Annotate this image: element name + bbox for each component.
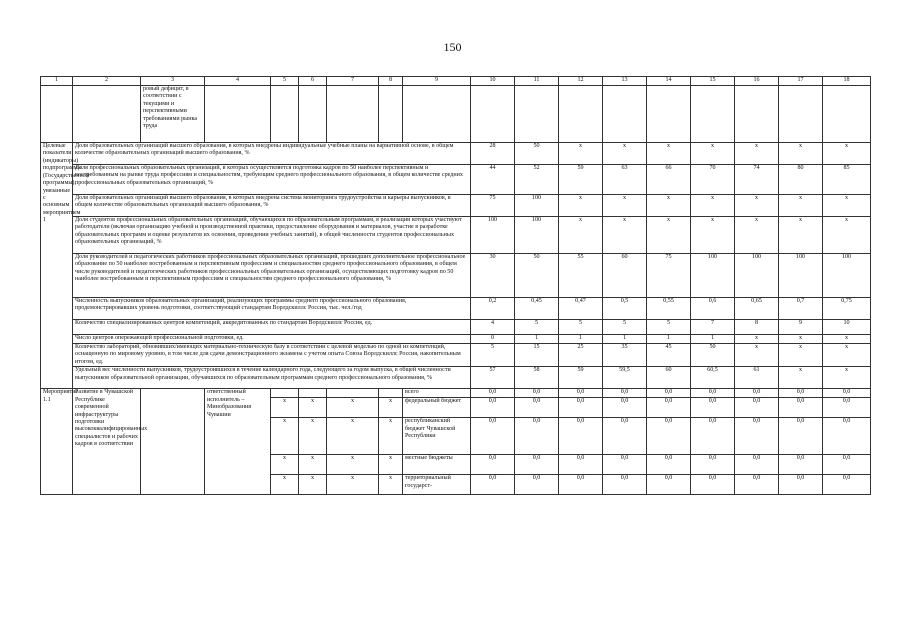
budget-code-cell: x <box>271 455 299 475</box>
indicator-value: 5 <box>603 320 647 335</box>
column-header: 3 <box>141 77 205 86</box>
indicator-value: x <box>823 344 871 367</box>
indicator-row <box>41 195 871 217</box>
header-row <box>41 77 871 86</box>
indicator-value: 100 <box>515 195 559 217</box>
budget-code-cell: x <box>299 475 327 495</box>
indicator-value: 70 <box>691 165 735 195</box>
indicator-value: 74 <box>735 165 779 195</box>
indicator-value: x <box>779 344 823 367</box>
empty-cell <box>735 86 779 143</box>
indicator-value: x <box>823 217 871 254</box>
column-header: 6 <box>299 77 327 86</box>
indicator-value: 100 <box>779 254 823 298</box>
funding-value: 0,0 <box>647 398 691 418</box>
funding-source: территориальный государст- <box>403 475 471 495</box>
indicator-row <box>41 298 871 320</box>
indicator-row <box>41 254 871 298</box>
indicator-value: x <box>779 195 823 217</box>
funding-value: 0,0 <box>603 475 647 495</box>
indicator-value: 1 <box>691 335 735 344</box>
indicator-value: x <box>823 195 871 217</box>
budget-code-cell: x <box>327 398 379 418</box>
budget-code-cell: x <box>299 418 327 455</box>
indicator-value: 85 <box>823 165 871 195</box>
measure-responsible: ответственный исполнитель – Минобразования Чувашии <box>205 389 271 495</box>
indicator-value: 0,6 <box>691 298 735 320</box>
indicator-value: x <box>779 143 823 165</box>
column-header: 2 <box>73 77 141 86</box>
budget-code-cell: x <box>271 475 299 495</box>
funding-value: 0,0 <box>515 475 559 495</box>
indicator-value: 50 <box>691 344 735 367</box>
indicator-row <box>41 320 871 335</box>
indicator-text: Доля образовательных организаций высшего образования, в которых внедрена система мониторинга трудоустройства и карьеры выпускников, в общем количестве образовательных организаций высшего образования, % <box>73 195 471 217</box>
indicator-text: Доля руководителей и педагогических работников профессиональных образовательных организаций, прошедших дополнительное профессиональное образование по 50 наиболее востребованным и перспективным профессиям и специальностям среднего профессионального образования, в общем числе руководителей и педагогических работников профессиональных образовательных организаций, осуществляющих подготовку кадров по 50 наиболее востребованным и перспективным профессиям и специальностям среднего профессионального образования, % <box>73 254 471 298</box>
indicator-value: x <box>779 367 823 389</box>
indicator-value: 57 <box>471 367 515 389</box>
empty-cell <box>205 86 271 143</box>
empty-cell <box>691 86 735 143</box>
budget-code-cell <box>379 389 403 398</box>
funding-value: 0,0 <box>471 418 515 455</box>
indicator-value: 100 <box>471 217 515 254</box>
funding-value: 0,0 <box>823 418 871 455</box>
funding-value: 0,0 <box>779 398 823 418</box>
indicator-value: 63 <box>603 165 647 195</box>
indicator-value: 1 <box>603 335 647 344</box>
indicator-value: x <box>735 217 779 254</box>
indicator-value: 8 <box>735 320 779 335</box>
empty-cell <box>471 86 515 143</box>
budget-code-cell: x <box>379 475 403 495</box>
indicator-value: 0,2 <box>471 298 515 320</box>
funding-value: 0,0 <box>603 455 647 475</box>
funding-value: 0,0 <box>471 475 515 495</box>
indicator-row <box>41 335 871 344</box>
indicator-value: x <box>823 143 871 165</box>
indicator-value: 100 <box>823 254 871 298</box>
indicator-value: 61 <box>735 367 779 389</box>
indicator-value: 0,5 <box>603 298 647 320</box>
indicator-text: Доля профессиональных образовательных организаций, в которых осуществляется подготовка кадров по 50 наиболее перспективным и востребованным на рынке труда профессиям и специальностям, требующим среднего профессионального образования, в общем количестве средних профессиональных образовательных организаций, % <box>73 165 471 195</box>
funding-value: 0,0 <box>823 398 871 418</box>
indicator-value: x <box>603 217 647 254</box>
budget-code-cell: x <box>327 475 379 495</box>
indicator-value: x <box>647 217 691 254</box>
funding-value: 0,0 <box>559 418 603 455</box>
funding-value: 0,0 <box>647 418 691 455</box>
indicator-value: x <box>823 335 871 344</box>
indicator-value: x <box>691 217 735 254</box>
indicator-value: 58 <box>515 367 559 389</box>
indicator-value: x <box>779 335 823 344</box>
column-header: 5 <box>271 77 299 86</box>
column-header: 9 <box>403 77 471 86</box>
column-header: 12 <box>559 77 603 86</box>
budget-code-cell <box>299 389 327 398</box>
funding-value: 0,0 <box>647 475 691 495</box>
indicator-value: 0,45 <box>515 298 559 320</box>
funding-value: 0,0 <box>559 475 603 495</box>
indicator-value: 60,5 <box>691 367 735 389</box>
funding-value: 0,0 <box>647 455 691 475</box>
funding-source: федеральный бюджет <box>403 398 471 418</box>
indicator-value: 45 <box>647 344 691 367</box>
funding-value: 0,0 <box>471 398 515 418</box>
indicator-value: 0,65 <box>735 298 779 320</box>
indicator-value: x <box>691 143 735 165</box>
indicator-value: 44 <box>471 165 515 195</box>
program-table <box>40 76 871 495</box>
empty-cell <box>823 86 871 143</box>
indicator-text: Численность выпускников образовательных организаций, реализующих программы среднего профессионального образования, продемонстрировавших уровень подготовки, соответствующий стандартам Ворлдскиллс Россия, тыс. чел./год <box>73 298 471 320</box>
indicator-value: 0,47 <box>559 298 603 320</box>
indicator-value: 100 <box>691 254 735 298</box>
indicator-value: 75 <box>647 254 691 298</box>
indicator-value: 25 <box>559 344 603 367</box>
budget-code-cell <box>271 389 299 398</box>
funding-value: 0,0 <box>691 398 735 418</box>
funding-value: 0,0 <box>603 389 647 398</box>
indicator-value: 28 <box>471 143 515 165</box>
column-header: 7 <box>327 77 379 86</box>
indicator-value: 1 <box>559 335 603 344</box>
indicator-value: x <box>779 217 823 254</box>
funding-value: 0,0 <box>515 398 559 418</box>
budget-code-cell: x <box>299 455 327 475</box>
indicator-value: x <box>735 195 779 217</box>
empty-cell <box>603 86 647 143</box>
funding-source: республиканский бюджет Чувашской Республики <box>403 418 471 455</box>
funding-value: 0,0 <box>735 455 779 475</box>
indicator-value: 75 <box>471 195 515 217</box>
indicator-value: 9 <box>779 320 823 335</box>
empty-cell <box>379 86 403 143</box>
indicator-value: 60 <box>603 254 647 298</box>
indicator-value: 100 <box>735 254 779 298</box>
indicator-value: x <box>559 195 603 217</box>
funding-value: 0,0 <box>515 418 559 455</box>
column-header: 1 <box>41 77 73 86</box>
indicator-value: x <box>603 195 647 217</box>
indicator-row <box>41 217 871 254</box>
funding-value: 0,0 <box>559 389 603 398</box>
column-header: 11 <box>515 77 559 86</box>
funding-value: 0,0 <box>779 475 823 495</box>
indicator-value: x <box>559 217 603 254</box>
indicator-value: x <box>559 143 603 165</box>
empty-cell <box>515 86 559 143</box>
funding-value: 0,0 <box>559 398 603 418</box>
indicators-label: Целевые показатели (индикаторы) подпрограммы (Государственной программы), увязанные с основным мероприятием 1 <box>41 143 73 389</box>
measure-label: Мероприятие 1.1 <box>41 389 73 495</box>
indicator-value: x <box>691 195 735 217</box>
indicator-value: x <box>735 344 779 367</box>
column-header: 17 <box>779 77 823 86</box>
budget-code-cell: x <box>379 398 403 418</box>
indicator-value: 5 <box>471 344 515 367</box>
budget-code-cell: x <box>327 455 379 475</box>
indicator-value: x <box>735 335 779 344</box>
indicator-value: x <box>603 143 647 165</box>
indicator-value: x <box>735 143 779 165</box>
indicator-value: 4 <box>471 320 515 335</box>
indicator-value: 35 <box>603 344 647 367</box>
indicator-value: 5 <box>559 320 603 335</box>
budget-code-cell: x <box>271 418 299 455</box>
funding-value: 0,0 <box>823 475 871 495</box>
indicator-row <box>41 344 871 367</box>
column-header: 15 <box>691 77 735 86</box>
funding-value: 0,0 <box>823 389 871 398</box>
indicator-text: Количество лабораторий, обновивших/имеющих материально-техническую базу в соответствии с целевой моделью по одной из компетенций, оснащенную по мировому уровню, в том числе для сдачи демонстрационного экзамена с учетом опыта Союза Ворлдскиллс Россия, накопительным итогом, ед. <box>73 344 471 367</box>
indicator-value: 7 <box>691 320 735 335</box>
column-header: 10 <box>471 77 515 86</box>
indicator-value: x <box>823 367 871 389</box>
indicator-value: 0,7 <box>779 298 823 320</box>
indicator-row <box>41 143 871 165</box>
indicator-value: 15 <box>515 344 559 367</box>
indicator-value: 0 <box>471 335 515 344</box>
indicator-value: 100 <box>515 217 559 254</box>
empty-cell <box>41 86 73 143</box>
funding-value: 0,0 <box>735 398 779 418</box>
empty-cell <box>299 86 327 143</box>
indicator-row <box>41 165 871 195</box>
column-header: 4 <box>205 77 271 86</box>
indicator-text: Число центров опережающей профессиональной подготовки, ед. <box>73 335 471 344</box>
indicator-value: 0,75 <box>823 298 871 320</box>
indicator-value: 5 <box>647 320 691 335</box>
funding-value: 0,0 <box>735 418 779 455</box>
funding-value: 0,0 <box>515 455 559 475</box>
indicator-value: 52 <box>515 165 559 195</box>
funding-source: всего <box>403 389 471 398</box>
indicator-value: 59,5 <box>603 367 647 389</box>
indicator-value: 60 <box>647 367 691 389</box>
indicator-text: Доля образовательных организаций высшего образования, в которых внедрены индивидуальные учебные планы на вариативной основе, в общем количестве образовательных организаций высшего образования, % <box>73 143 471 165</box>
funding-value: 0,0 <box>603 398 647 418</box>
measure-name: Развитие в Чувашской Республике современной инфраструктуры подготовки высококвалифицированных специалистов и рабочих кадров в соответствии <box>73 389 141 495</box>
indicator-value: x <box>647 143 691 165</box>
indicator-value: 55 <box>559 254 603 298</box>
funding-value: 0,0 <box>823 455 871 475</box>
empty-cell <box>403 86 471 143</box>
budget-code-cell: x <box>327 418 379 455</box>
column-header: 14 <box>647 77 691 86</box>
indicator-value: 59 <box>559 165 603 195</box>
column-header: 13 <box>603 77 647 86</box>
table-body <box>41 77 871 495</box>
funding-source: местные бюджеты <box>403 455 471 475</box>
indicator-value: 10 <box>823 320 871 335</box>
empty-cell <box>559 86 603 143</box>
funding-value: 0,0 <box>779 455 823 475</box>
indicator-text: Количество специализированных центров компетенций, аккредитованных по стандартам Ворлдскиллс Россия, ед. <box>73 320 471 335</box>
indicator-value: x <box>647 195 691 217</box>
funding-value: 0,0 <box>471 455 515 475</box>
budget-code-cell: x <box>379 455 403 475</box>
empty-cell <box>73 86 141 143</box>
budget-code-cell: x <box>379 418 403 455</box>
funding-value: 0,0 <box>691 418 735 455</box>
column-header: 16 <box>735 77 779 86</box>
funding-value: 0,0 <box>691 475 735 495</box>
funding-value: 0,0 <box>471 389 515 398</box>
indicator-value: 80 <box>779 165 823 195</box>
indicator-value: 59 <box>559 367 603 389</box>
budget-code-cell: x <box>271 398 299 418</box>
funding-value: 0,0 <box>559 455 603 475</box>
page-number: 150 <box>443 40 462 54</box>
budget-code-cell: x <box>299 398 327 418</box>
funding-value: 0,0 <box>779 389 823 398</box>
indicator-row <box>41 367 871 389</box>
column-header: 8 <box>379 77 403 86</box>
indicator-text: Доля студентов профессиональных образовательных организаций, обучающихся по образовательным программам, в реализации которых участвуют работодатели (включая организацию учебной и производственной практики, предоставление оборудования и материалов, участие в разработке образовательных программ и оценке результатов их освоения, проведении учебных занятий), в общей численности студентов профессиональных образовательных организаций, % <box>73 217 471 254</box>
indicator-value: 1 <box>515 335 559 344</box>
indicator-value: 0,55 <box>647 298 691 320</box>
indicator-value: 50 <box>515 254 559 298</box>
carry-over-row <box>41 86 871 143</box>
funding-value: 0,0 <box>603 418 647 455</box>
carry-over-text: ровый дефицит, в соответствии с текущими и перспективными требованиями рынка труда <box>141 86 205 143</box>
indicator-value: 66 <box>647 165 691 195</box>
funding-value: 0,0 <box>515 389 559 398</box>
indicator-value: 30 <box>471 254 515 298</box>
funding-value: 0,0 <box>779 418 823 455</box>
funding-value: 0,0 <box>691 455 735 475</box>
funding-value: 0,0 <box>647 389 691 398</box>
measure-row <box>41 389 871 398</box>
empty-cell <box>141 389 205 495</box>
empty-cell <box>271 86 299 143</box>
funding-value: 0,0 <box>691 389 735 398</box>
indicator-text: Удельный вес численности выпускников, трудоустроившихся в течение календарного года, следующего за годом выпуска, в общей численности выпускников образовательной организации, обучавшихся по образовательным программам среднего профессионального образования, % <box>73 367 471 389</box>
indicator-value: 5 <box>515 320 559 335</box>
indicator-value: 50 <box>515 143 559 165</box>
empty-cell <box>779 86 823 143</box>
budget-code-cell <box>327 389 379 398</box>
empty-cell <box>647 86 691 143</box>
indicator-value: 1 <box>647 335 691 344</box>
funding-value: 0,0 <box>735 389 779 398</box>
empty-cell <box>327 86 379 143</box>
funding-value: 0,0 <box>735 475 779 495</box>
column-header: 18 <box>823 77 871 86</box>
